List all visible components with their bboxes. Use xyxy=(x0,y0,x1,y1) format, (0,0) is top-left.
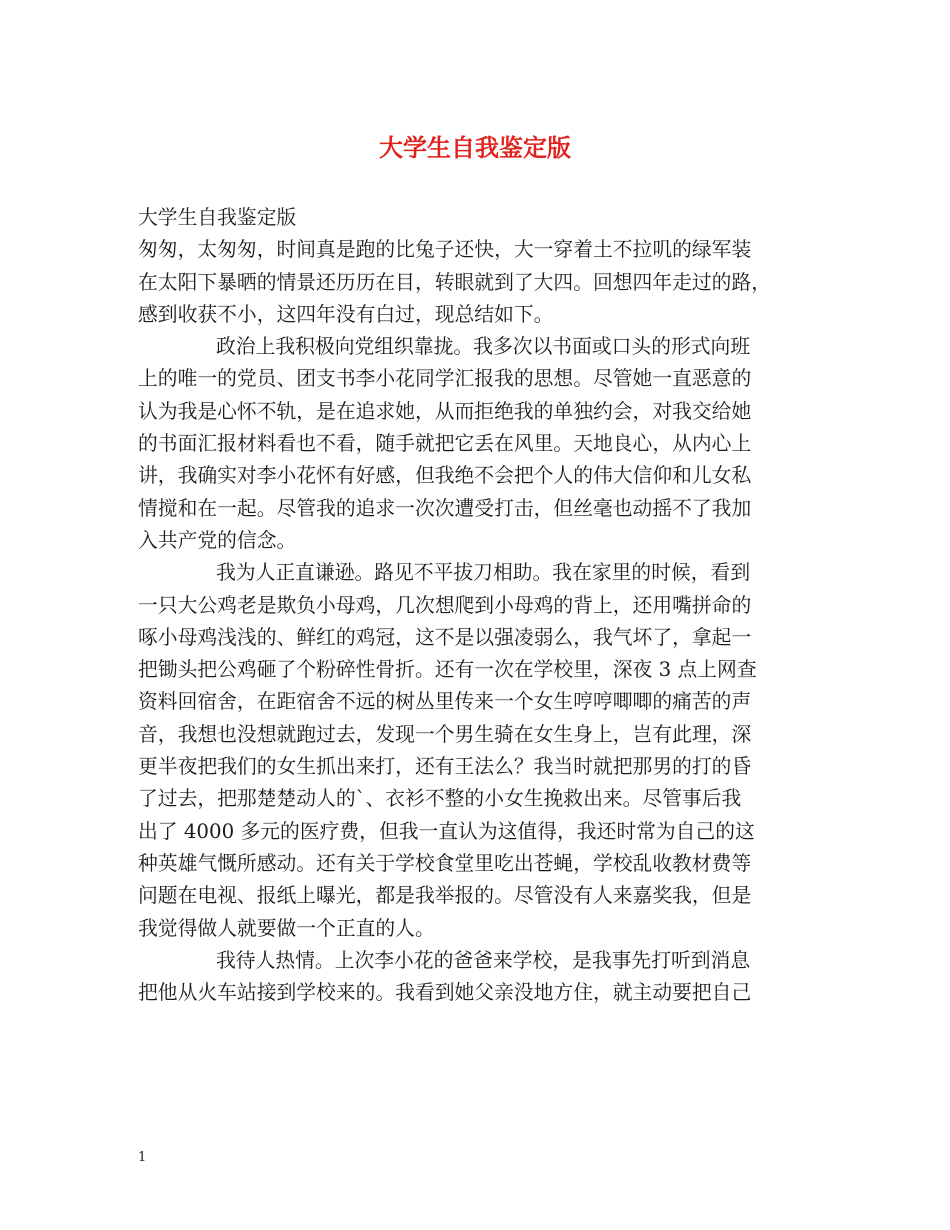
text-line: 音，我想也没想就跑过去，发现一个男生骑在女生身上，岂有此理，深 xyxy=(138,722,752,746)
text-line: 我为人正直谦逊。路见不平拔刀相助。我在家里的时候，看到 xyxy=(216,561,751,585)
text-line: 的书面汇报材料看也不看，随手就把它丢在风里。天地良心，从内心上 xyxy=(138,432,752,456)
text-line: 出了 4000 多元的医疗费，但我一直认为这值得，我还时常为自己的这 xyxy=(138,819,755,843)
text-line: 了过去，把那楚楚动人的`、衣衫不整的小女生挽救出来。尽管事后我 xyxy=(138,787,742,811)
text-line: 资料回宿舍，在距宿舍不远的树丛里传来一个女生哼哼唧唧的痛苦的声 xyxy=(138,690,752,714)
text-line: 更半夜把我们的女生抓出来打，还有王法么？我当时就把那男的打的昏 xyxy=(138,755,752,779)
text-line: 问题在电视、报纸上曝光，都是我举报的。尽管没有人来嘉奖我，但是 xyxy=(138,884,752,908)
document-title: 大学生自我鉴定版 xyxy=(379,133,571,162)
text-line: 啄小母鸡浅浅的、鲜红的鸡冠，这不是以强凌弱么，我气坏了，拿起一 xyxy=(138,625,752,649)
text-line: 我待人热情。上次李小花的爸爸来学校，是我事先打听到消息 xyxy=(216,948,751,972)
text-line: 上的唯一的党员、团支书李小花同学汇报我的思想。尽管她一直恶意的 xyxy=(138,367,752,391)
text-line: 认为我是心怀不轨，是在追求她，从而拒绝我的单独约会，对我交给她 xyxy=(138,399,752,423)
text-line: 在太阳下暴晒的情景还历历在目，转眼就到了大四。回想四年走过的路， xyxy=(138,270,772,294)
text-line: 种英雄气慨所感动。还有关于学校食堂里吃出苍蝇，学校乱收教材费等 xyxy=(138,851,752,875)
text-line: 匆匆，太匆匆，时间真是跑的比兔子还快，大一穿着土不拉叽的绿军装 xyxy=(138,238,752,262)
text-line: 入共产党的信念。 xyxy=(138,528,297,552)
text-line: 大学生自我鉴定版 xyxy=(138,206,297,229)
text-line: 情搅和在一起。尽管我的追求一次次遭受打击，但丝毫也动摇不了我加 xyxy=(138,496,752,520)
document-body xyxy=(138,202,814,1009)
text-line: 感到收获不小，这四年没有白过，现总结如下。 xyxy=(138,302,554,326)
text-line: 讲，我确实对李小花怀有好感，但我绝不会把个人的伟大信仰和儿女私 xyxy=(138,464,752,488)
text-line: 把锄头把公鸡砸了个粉碎性骨折。还有一次在学校里，深夜 3 点上网查 xyxy=(138,658,757,682)
text-line: 一只大公鸡老是欺负小母鸡，几次想爬到小母鸡的背上，还用嘴拼命的 xyxy=(138,593,752,617)
page-number: 1 xyxy=(138,1150,147,1165)
text-line: 我觉得做人就要做一个正直的人。 xyxy=(138,916,435,940)
text-line: 把他从火车站接到学校来的。我看到她父亲没地方住，就主动要把自己 xyxy=(138,981,752,1005)
text-line: 政治上我积极向党组织靠拢。我多次以书面或口头的形式向班 xyxy=(216,335,751,359)
